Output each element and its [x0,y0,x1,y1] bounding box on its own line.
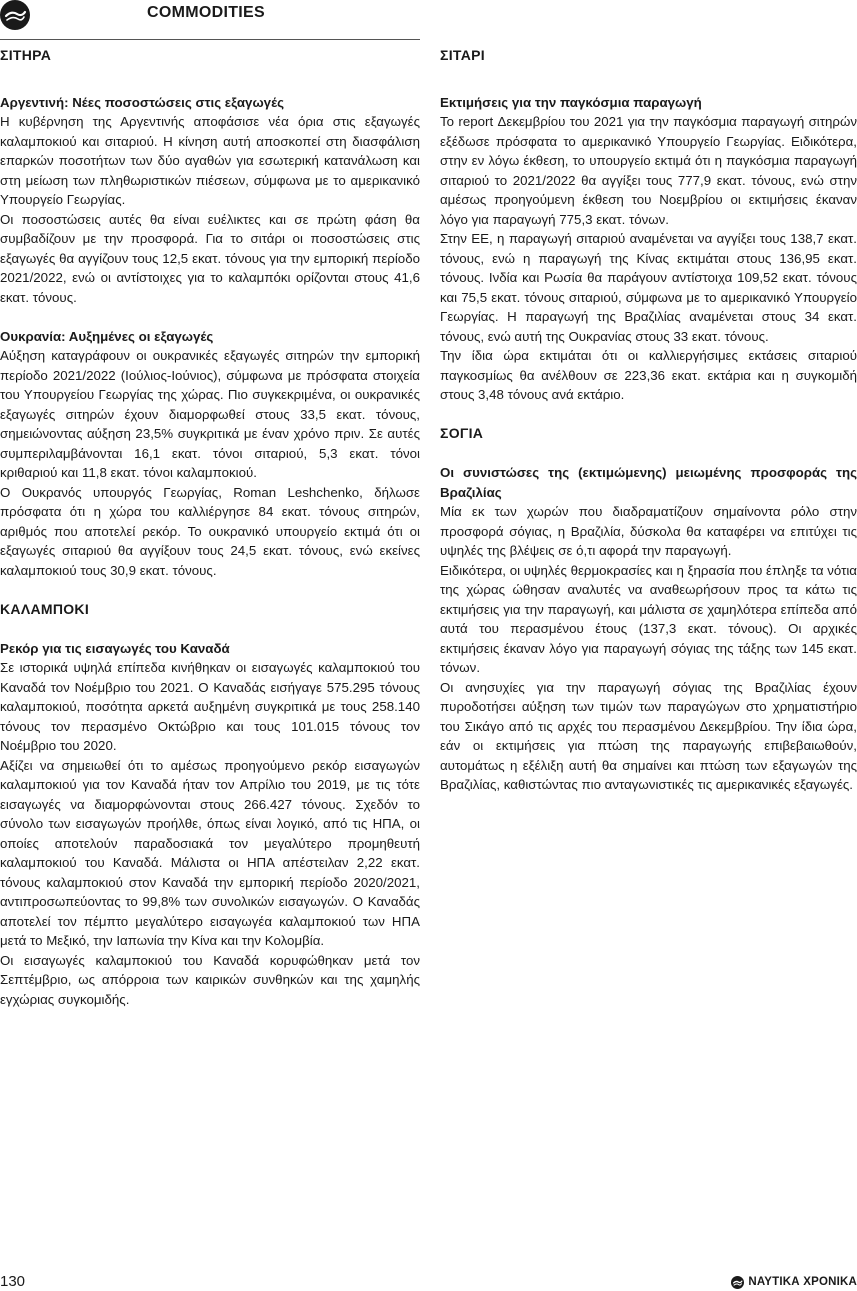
section-heading-sitari: ΣΙΤΑΡΙ [440,47,485,63]
section-label: COMMODITIES [147,4,265,21]
article-paragraph: Την ίδια ώρα εκτιμάται ότι οι καλλιεργήσιμες εκτάσεις σιταριού παγκοσμίως θα ανέλθουν σε 223,36 εκατ. εκτάρια και η συγκομιδή στους 3,48 τόνους ανά εκτάριο. [440,348,857,402]
section-heading-soya: ΣΟΓΙΑ [440,425,484,441]
article-title-argentina: Αργεντινή: Νέες ποσοστώσεις στις εξαγωγές [0,94,284,110]
page-header [0,0,420,40]
article-paragraph: Οι ποσοστώσεις αυτές θα είναι ευέλικτες και σε πρώτη φάση θα συμβαδίζουν με την προσφορά. Για το σιτάρι οι ποσοστώσεις στις εξαγωγές θα αγγίζουν τους 12,5 εκατ. τόνους για την εμπορική περίοδο 2021/2022, ενώ οι αντίστοιχες για το καλαμπόκι ορίζονται στους 41,6 εκατ. τόνους. [0,211,420,305]
article-title-canada: Ρεκόρ για τις εισαγωγές του Καναδά [0,640,230,656]
left-column [0,46,420,1009]
header-divider [0,39,420,40]
wave-circle-icon [731,1276,744,1289]
article-paragraph: Στην ΕΕ, η παραγωγή σιταριού αναμένεται να αγγίξει τους 138,7 εκατ. τόνους, ενώ η παραγωγή της Κίνας εκτιμάται στους 136,95 εκατ. τόνους. Ινδία και Ρωσία θα παράγουν αντίστοιχα 109,52 εκατ. τόνους και 75,5 εκατ. τόνους σιταριού, σύμφωνα με το αμερικανικό Υπουργείο Γεωργίας. Η παραγωγή της Βραζιλίας αναμένεται στους 34 εκατ. τόνους, ενώ αυτή της Ουκρανίας στους 33 εκατ. τόνους. [440,231,857,344]
section-heading-kalampoki: ΚΑΛΑΜΠΟΚΙ [0,600,90,617]
footer-brand [731,1274,857,1290]
article-paragraph: Σε ιστορικά υψηλά επίπεδα κινήθηκαν οι εισαγωγές καλαμποκιού του Καναδά τον Νοέμβριο του 2021. Ο Καναδάς εισήγαγε 575.295 τόνους καλαμποκιού, ποσότητα αρκετά αυξημένη συγκριτικά με τους 258.140 τόνους τον περασμένο Οκτώβριο και τους 101.015 τόνους τον Νοέμβριο του 2020. [0,660,420,753]
article-paragraph: Οι ανησυχίες για την παραγωγή σόγιας της Βραζιλίας έχουν πυροδοτήσει αύξηση των τιμών των παραγώγων στο χρηματιστήριο του Σικάγο από τις αρχές του περασμένου Δεκεμβρίου. Την ίδια ώρα, εάν οι εκτιμήσεις για πτώση της παραγωγής επιβεβαιωθούν, αυτομάτως η εξέλιξη αυτή θα σημαίνει και πτώση των εξαγωγών της Βραζιλίας, καθιστώντας πιο ανταγωνιστικές τις αμερικανικές εξαγωγές. [440,679,857,792]
article-title-brazil: Οι συνιστώσες της (εκτιμώμενης) μειωμένης προσφοράς της Βραζιλίας [440,465,857,500]
article-paragraph: Η κυβέρνηση της Αργεντινής αποφάσισε νέα όρια στις εξαγωγές καλαμποκιού και σιταριού. Η κίνηση αυτή αποσκοπεί στη διασφάλιση επαρκών ποσοτήτων των δύο αγαθών για εσωτερική κατανάλωση και στη μείωση των πληθωριστικών πιέσεων, σύμφωνα με το αμερικανικό Υπουργείο Γεωργίας. [0,114,420,207]
article-paragraph: Το report Δεκεμβρίου του 2021 για την παγκόσμια παραγωγή σιτηρών εξέδωσε πρόσφατα το αμερικανικό Υπουργείο Γεωργίας. Ειδικότερα, στην εν λόγω έκθεση, το υπουργείο εκτιμά ότι η παγκόσμια παραγωγή σιταριού το 2021/2022 θα αγγίξει τους 777,9 εκατ. τόνους, ενώ στην αμέσως προηγούμενη έκθεση του Νοεμβρίου οι εκτιμήσεις έκαναν λόγο για παραγωγή 775,3 εκατ. τόνων. [440,114,857,227]
article-title-ukraine: Ουκρανία: Αυξημένες οι εξαγωγές [0,328,214,344]
article-paragraph: Ειδικότερα, οι υψηλές θερμοκρασίες και η ξηρασία που έπληξε τα νότια της χώρας ώθησαν αναλυτές να αναθεωρήσουν προς τα κάτω τις εκτιμήσεις για την παραγωγή, και μάλιστα σε χαμηλότερα επίπεδα από αυτά του περασμένου έτους (137,3 εκατ. τόνους). Οι αρχικές εκτιμήσεις έκαναν λόγο για παραγωγή σόγιας της τάξης των 145 εκατ. τόνων. [440,562,857,675]
article-paragraph: Μία εκ των χωρών που διαδραματίζουν σημαίνοντα ρόλο στην προσφορά σόγιας, η Βραζιλία, δύσκολα θα καταφέρει να επιτύχει τις υψηλές της βλέψεις σε ό,τι αφορά την παραγωγή. [440,504,857,558]
right-column [440,46,857,795]
section-heading-sitira: ΣΙΤΗΡΑ [0,47,52,63]
article-paragraph: Αξίζει να σημειωθεί ότι το αμέσως προηγούμενο ρεκόρ εισαγωγών καλαμποκιού για τον Καναδά ήταν τον Απρίλιο του 2019, με τις τότε εισαγωγές να διαμορφώνονται στους 266.427 τόνους. Σχεδόν το σύνολο των εισαγωγών προήλθε, όπως είναι λογικό, από τις ΗΠΑ, οι οποίες αποτελούν παραδοσιακά τον μεγαλύτερο προμηθευτή καλαμποκιού του Καναδά. Μάλιστα οι ΗΠΑ απέστειλαν 2,22 εκατ. τόνους καλαμποκιού στον Καναδά την εμπορική περίοδο 2020/2021, αντιπροσωπεύοντας το 99,8% των συνολικών εισαγωγών. Ο Καναδάς αποτελεί τον πέμπτο μεγαλύτερο εισαγωγέα καλαμποκιού των ΗΠΑ μετά το Μεξικό, την Ιαπωνία την Κίνα και την Κολομβία. [0,757,420,948]
brand-name: ΝΑΥΤΙΚΑ ΧΡΟΝΙΚΑ [748,1276,857,1288]
article-paragraph: Οι εισαγωγές καλαμποκιού του Καναδά κορυφώθηκαν μετά τον Σεπτέμβριο, ως απόρροια των καιρικών συνθηκών και της χαμηλής εγχώριας συγκομιδής. [0,952,420,1007]
article-paragraph: Ο Ουκρανός υπουργός Γεωργίας, Roman Leshchenko, δήλωσε πρόσφατα ότι η χώρα του καλλιέργησε 84 εκατ. τόνους σιτηρών, αριθμός που αποτελεί ρεκόρ. Το ουκρανικό υπουργείο εκτιμά ότι οι εξαγωγές σιταριού θα αγγίξουν τους 24,5 εκατ. τόνους, ενώ εκείνες καλαμποκιού τους 30,9 εκατ. τόνους. [0,484,420,578]
article-paragraph: Αύξηση καταγράφουν οι ουκρανικές εξαγωγές σιτηρών την εμπορική περίοδο 2021/2022 (Ιούλιος-Ιούνιος), σύμφωνα με πρόσφατα στοιχεία του Υπουργείου Γεωργίας της χώρας. Πιο συγκεκριμένα, οι ουκρανικές εξαγωγές σιτηρών έχουν διαμορφωθεί στους 33,5 εκατ. τόνους, σημειώνοντας αύξηση 23,5% συγκριτικά με έναν χρόνο πριν. Σε αυτές συμπεριλαμβάνονται 16,1 εκατ. τόνοι σιταριού, 5,3 εκατ. τόνοι κριθαριού και 11,8 εκατ. τόνοι καλαμποκιού. [0,348,420,480]
wave-circle-icon [0,0,30,30]
article-title-world-production: Εκτιμήσεις για την παγκόσμια παραγωγή [440,94,702,110]
page-number: 130 [0,1273,26,1290]
